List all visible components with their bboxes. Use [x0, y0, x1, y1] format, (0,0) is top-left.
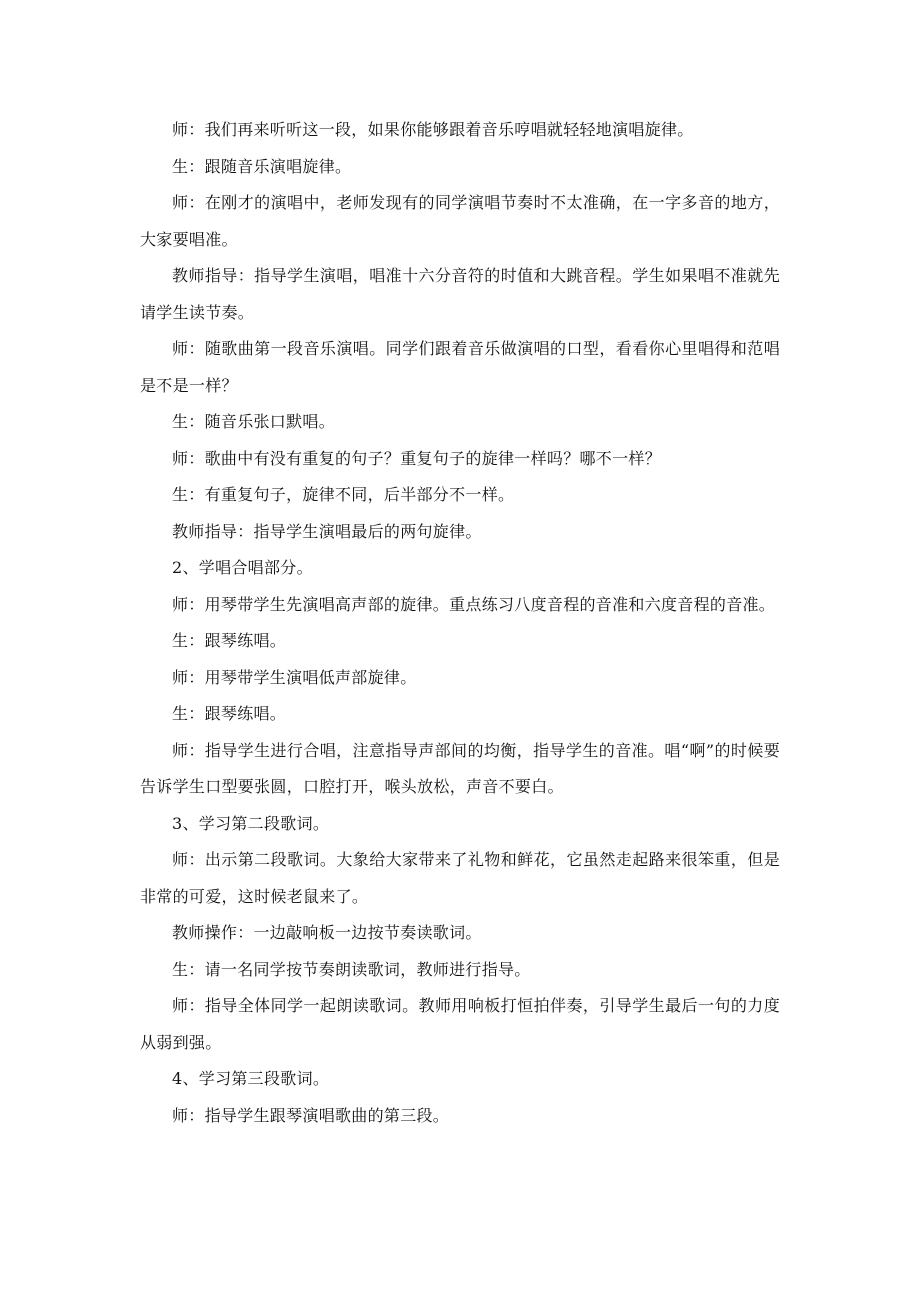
paragraph: 生：跟琴练唱。	[172, 631, 287, 650]
section-heading: 2、学唱合唱部分。	[172, 558, 313, 577]
paragraph: 师：出示第二段歌词。大象给大家带来了礼物和鲜花，它虽然走起路来很笨重，但是非常的可爱，这时候老鼠来了。	[140, 850, 780, 906]
paragraph: 教师操作：一边敲响板一边按节奏读歌词。	[172, 923, 482, 942]
paragraph: 师：用琴带学生演唱低声部旋律。	[172, 667, 417, 687]
paragraph: 教师指导：指导学生演唱最后的两句旋律。	[172, 521, 482, 541]
paragraph: 师：在刚才的演唱中，老师发现有的同学演唱节奏时不太准确，在一字多音的地方，大家要唱准。	[140, 193, 780, 249]
paragraph: 生：有重复句子，旋律不同，后半部分不一样。	[172, 485, 515, 504]
paragraph: 师：我们再来听听这一段，如果你能够跟着音乐哼唱就轻轻地演唱旋律。	[172, 120, 694, 139]
paragraph: 教师指导：指导学生演唱，唱准十六分音符的时值和大跳音程。学生如果唱不准就先请学生读节奏。	[140, 266, 780, 322]
paragraph: 生：请一名同学按节奏朗读歌词，教师进行指导。	[172, 959, 531, 979]
paragraph: 师：指导学生进行合唱，注意指导声部间的均衡，指导学生的音准。唱“啊”的时候要告诉学生口型要张圆，口腔打开，喉头放松，声音不要白。	[140, 740, 780, 796]
paragraph: 生：跟琴练唱。	[172, 704, 287, 723]
paragraph: 师：指导学生跟琴演唱歌曲的第三段。	[172, 1105, 450, 1125]
section-heading: 4、学习第三段歌词。	[172, 1069, 330, 1088]
paragraph: 生：随音乐张口默唱。	[172, 412, 336, 431]
paragraph: 师：随歌曲第一段音乐演唱。同学们跟着音乐做演唱的口型，看看你心里唱得和范唱是不是一样？	[140, 339, 780, 395]
paragraph: 师：指导全体同学一起朗读歌词。教师用响板打恒拍伴奏，引导学生最后一句的力度从弱到强。	[140, 996, 780, 1052]
paragraph: 师：用琴带学生先演唱高声部的旋律。重点练习八度音程的音准和六度音程的音准。	[172, 594, 776, 614]
section-heading: 3、学习第二段歌词。	[172, 813, 330, 833]
paragraph: 生：跟随音乐演唱旋律。	[172, 156, 352, 176]
document-body	[140, 112, 780, 1134]
paragraph: 师：歌曲中有没有重复的句子？重复句子的旋律一样吗？哪不一样？	[172, 448, 662, 468]
